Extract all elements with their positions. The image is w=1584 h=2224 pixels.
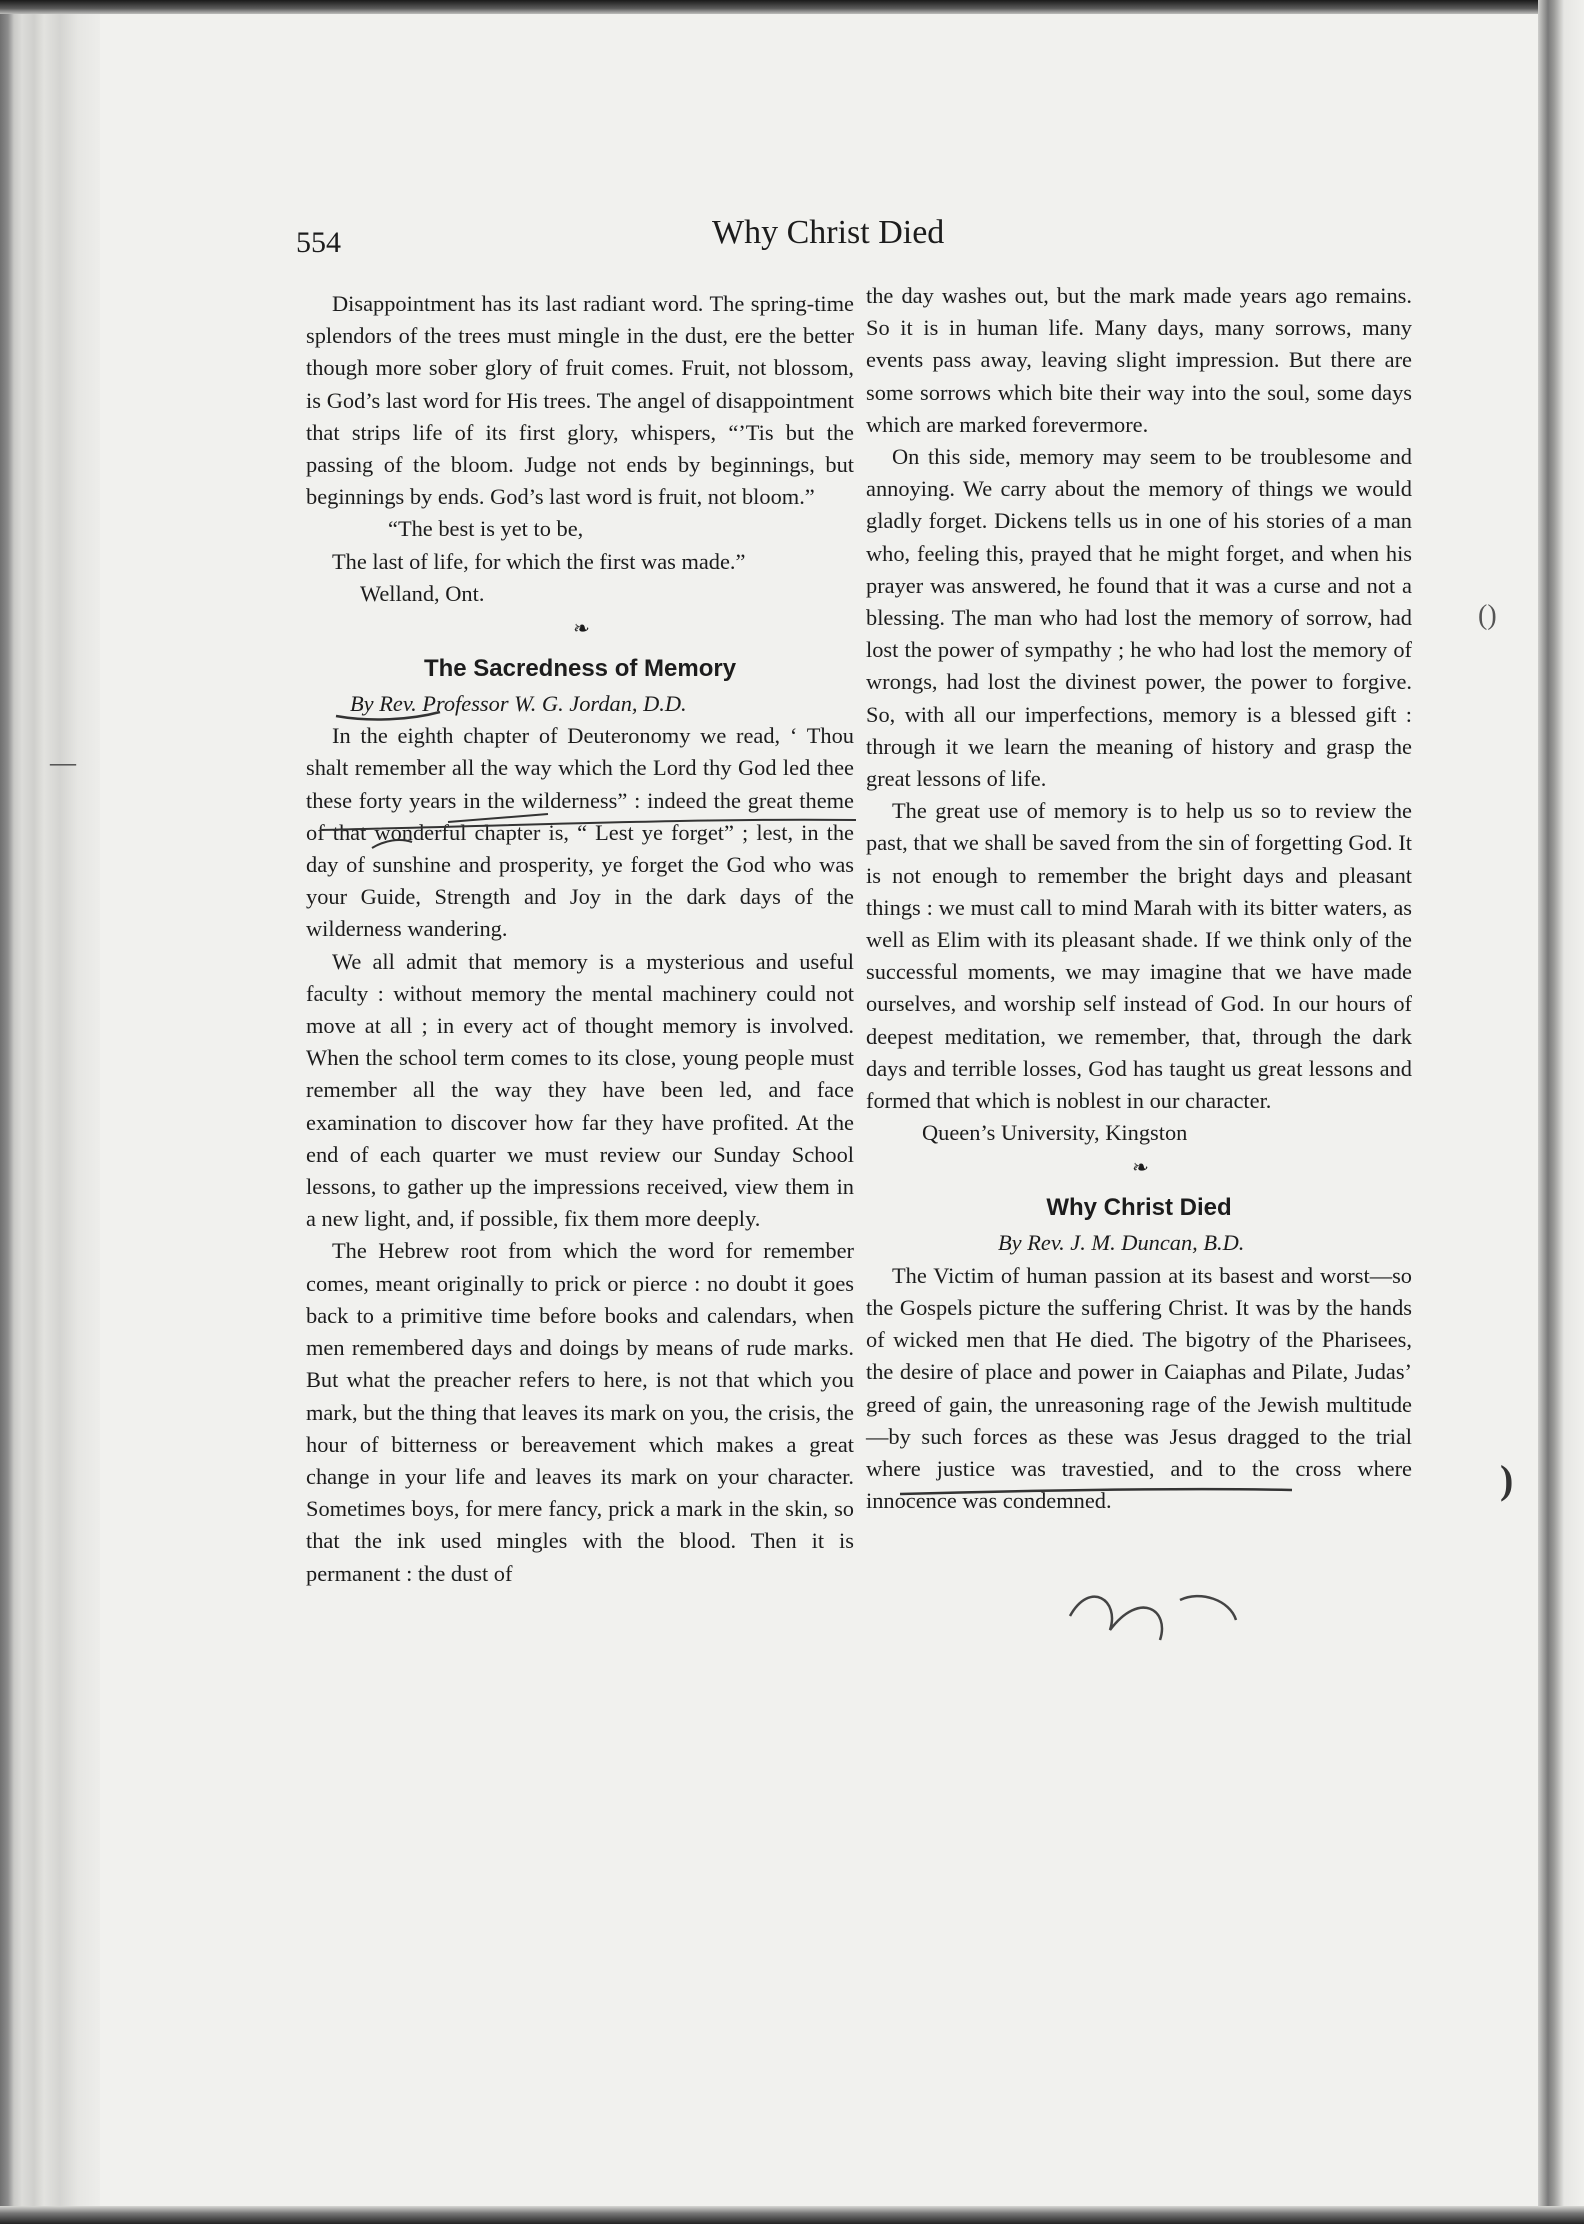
- paragraph: We all admit that memory is a mysterious and useful faculty : without memory the mental machinery could not move at all ; in every act of thought memory is involved. When the school term comes to its close, young people must remember all the way they have been led, and face examination to discover how far they have profited. At the end of each quarter we must review our Sunday School lessons, to gather up the impressions received, view them in a new light, and, if possible, fix them more deeply.: [306, 948, 854, 1232]
- page-number: 554: [296, 226, 341, 259]
- book-spine-edge: [0, 0, 100, 2224]
- paragraph: On this side, memory may seem to be troublesome and annoying. We carry about the memory of things we would gladly forget. Dickens tells us in one of his stories of a man who, feeling this, prayed that he might forget, and when his prayer was answered, he found that it was a curse and not a blessing. The man who had lost the memory of sorrow, had lost the power of sympathy ; he who had lost the memory of wrongs, had lost the divinest power, the power to forgive. So, with all our imperfections, memory is a blessed gift : through it we learn the meaning of history and grasp the great lessons of life.: [866, 444, 1412, 792]
- article-title: Why Christ Died: [1046, 1194, 1232, 1222]
- article-title: The Sacredness of Memory: [423, 655, 737, 683]
- page-header: [296, 214, 1406, 264]
- margin-mark-dash: —: [50, 748, 76, 777]
- article-byline: By Rev. J. M. Duncan, B.D.: [998, 1230, 1245, 1256]
- article-place: Welland, Ont.: [360, 580, 485, 606]
- section-ornament: ❧: [573, 618, 587, 641]
- paragraph: Disappointment has its last radiant word. The spring-time splendors of the trees must mingle in the dust, ere the better though more sober glory of fruit comes. Fruit, not blossom, is God’s last word for His trees. The angel of disappointment that strips life of its first glory, whispers, “’Tis but the passing of the bloom. Judge not ends by beginnings, but beginnings by ends. God’s last word is fruit, not bloom.”: [306, 291, 854, 510]
- margin-mark-bracket: ): [1500, 1457, 1514, 1502]
- paragraph: the day washes out, but the mark made years ago remains. So it is in human life. Many days, many sorrows, many events pass away, leaving slight impression. But there are some sorrows which bite their way into the soul, some days which are marked forevermore.: [866, 283, 1412, 437]
- scan-right-edge: [1538, 0, 1584, 2224]
- paragraph: The great use of memory is to help us so to review the past, that we shall be saved from the sin of forgetting God. It is not enough to remember the bright days and pleasant things : we must call to mind Marah with its bitter waters, as well as Elim with its pleasant shade. If we think only of the successful moments, we may imagine that we have made ourselves, and worship self instead of God. In our hours of deepest meditation, we remember, that, through the dark days and terrible losses, God has taught us great lessons and formed that which is noblest in our character.: [866, 798, 1412, 1114]
- running-title: Why Christ Died: [712, 214, 945, 251]
- paragraph: In the eighth chapter of Deuteronomy we read, ‘ Thou shalt remember all the way which the Lord thy God led thee these forty years in the wilderness” : indeed the great theme of that wonderful chapter is, “ Lest ye forget” ; lest, in the day of sunshine and prosperity, ye forget the God who was your Guide, Strength and Joy in the dark days of the wilderness wandering.: [306, 723, 854, 942]
- article-signoff: Queen’s University, Kingston: [922, 1120, 1188, 1146]
- paragraph: The Hebrew root from which the word for remember comes, meant originally to prick or pierce : no doubt it goes back to a primitive time before books and calendars, when men remembered days and doings by means of rude marks. But what the preacher refers to here, is not that which you mark, but the thing that leaves its mark on you, the crisis, the hour of bitterness or bereavement which makes a great change in your life and leaves its mark on your character. Sometimes boys, for mere fancy, prick a mark in the skin, so that the ink used mingles with the blood. Then it is permanent : the dust of: [306, 1238, 854, 1586]
- article-byline: By Rev. Professor W. G. Jordan, D.D.: [350, 691, 687, 717]
- margin-mark-right: (): [1478, 600, 1497, 631]
- verse-line: “The best is yet to be,: [388, 516, 584, 542]
- verse-line: The last of life, for which the first was made.”: [332, 548, 746, 574]
- right-column: [866, 280, 1412, 1517]
- paragraph: The Victim of human passion at its basest and worst—so the Gospels picture the suffering Christ. It was by the hands of wicked men that He died. The bigotry of the Pharisees, the desire of place and power in Caiaphas and Pilate, Judas’ greed of gain, the unreasoning rage of the Jewish multitude—by such forces as these was Jesus dragged to the trial where justice was travestied, and to the cross where innocence was condemned.: [866, 1262, 1412, 1514]
- left-column: [306, 288, 854, 1590]
- scan-top-edge: [0, 0, 1584, 14]
- scan-bottom-edge: [0, 2206, 1584, 2224]
- section-ornament: ❧: [1132, 1157, 1146, 1180]
